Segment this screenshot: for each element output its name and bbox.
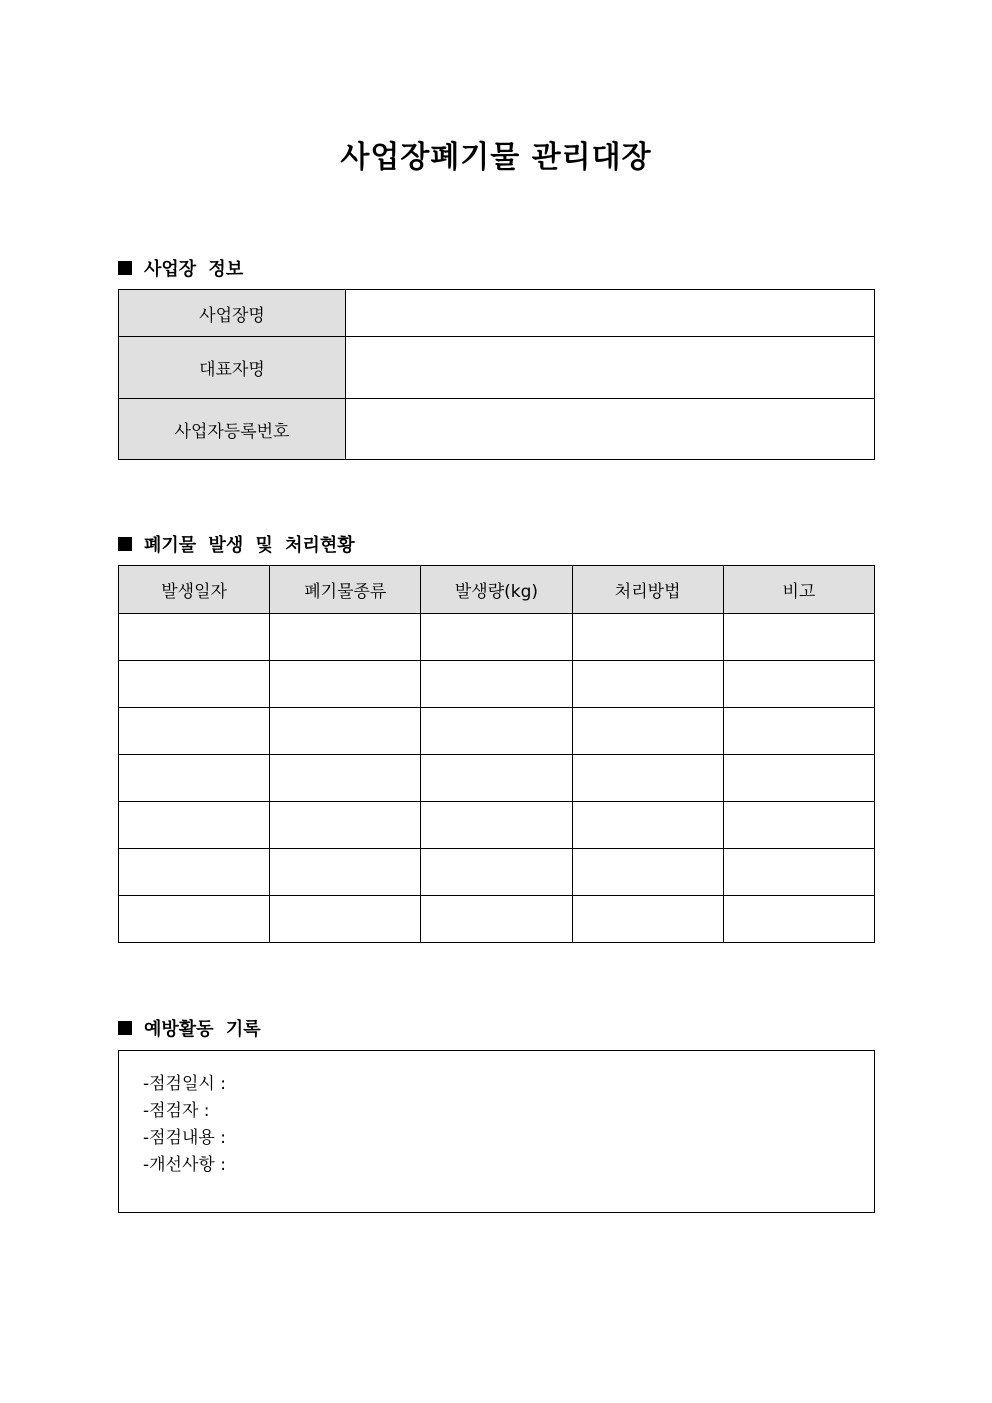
method-cell[interactable] [572,849,723,896]
table-row [119,661,875,708]
record-lines [143,1071,226,1179]
amount-cell[interactable] [421,661,572,708]
remarks-cell[interactable] [723,708,874,755]
amount-cell[interactable] [421,849,572,896]
page-title: 사업장폐기물 관리대장 [340,140,652,175]
column-header-amount: 발생량(kg) [421,566,572,614]
section-heading-prevention [118,1015,261,1041]
amount-cell[interactable] [421,802,572,849]
date-cell[interactable] [119,708,270,755]
square-bullet-icon [118,261,132,275]
date-cell[interactable] [119,614,270,661]
amount-cell[interactable] [421,896,572,943]
waste-type-cell[interactable] [270,661,421,708]
waste-type-cell[interactable] [270,614,421,661]
waste-status-table [118,565,875,943]
amount-cell[interactable] [421,708,572,755]
waste-type-cell[interactable] [270,802,421,849]
registration-number-label: 사업자등록번호 [119,399,346,460]
amount-cell[interactable] [421,614,572,661]
method-cell[interactable] [572,614,723,661]
column-header-waste-type: 폐기물종류 [270,566,421,614]
representative-name-field[interactable] [346,337,875,399]
remarks-cell[interactable] [723,661,874,708]
method-cell[interactable] [572,661,723,708]
remarks-cell[interactable] [723,802,874,849]
square-bullet-icon [118,537,132,551]
date-cell[interactable] [119,661,270,708]
remarks-cell[interactable] [723,849,874,896]
table-row [119,802,875,849]
inspection-content-line: -점검내용 : [143,1128,226,1148]
inspection-date-line: -점검일시 : [143,1074,226,1094]
table-row [119,337,875,399]
table-row [119,849,875,896]
section-heading-text: 예방활동 기록 [144,1019,261,1040]
date-cell[interactable] [119,755,270,802]
remarks-cell[interactable] [723,755,874,802]
waste-type-cell[interactable] [270,849,421,896]
business-name-label: 사업장명 [119,290,346,337]
section-heading-info [118,255,243,281]
table-header-row [119,566,875,614]
remarks-cell[interactable] [723,614,874,661]
table-row [119,290,875,337]
square-bullet-icon [118,1021,132,1035]
column-header-method: 처리방법 [572,566,723,614]
table-row [119,614,875,661]
column-header-remarks: 비고 [723,566,874,614]
table-row [119,708,875,755]
date-cell[interactable] [119,849,270,896]
table-row [119,399,875,460]
improvement-line: -개선사항 : [143,1155,226,1175]
prevention-record-box[interactable] [118,1050,875,1213]
method-cell[interactable] [572,708,723,755]
table-row [119,755,875,802]
business-name-field[interactable] [346,290,875,337]
date-cell[interactable] [119,896,270,943]
waste-type-cell[interactable] [270,708,421,755]
table-row [119,896,875,943]
method-cell[interactable] [572,896,723,943]
waste-type-cell[interactable] [270,755,421,802]
method-cell[interactable] [572,802,723,849]
representative-name-label: 대표자명 [119,337,346,399]
section-heading-waste [118,531,355,557]
business-info-table [118,289,875,460]
date-cell[interactable] [119,802,270,849]
section-heading-text: 사업장 정보 [144,259,244,280]
amount-cell[interactable] [421,755,572,802]
waste-type-cell[interactable] [270,896,421,943]
column-header-date: 발생일자 [119,566,270,614]
method-cell[interactable] [572,755,723,802]
registration-number-field[interactable] [346,399,875,460]
remarks-cell[interactable] [723,896,874,943]
inspector-line: -점검자 : [143,1101,210,1121]
section-heading-text: 폐기물 발생 및 처리현황 [144,535,355,556]
